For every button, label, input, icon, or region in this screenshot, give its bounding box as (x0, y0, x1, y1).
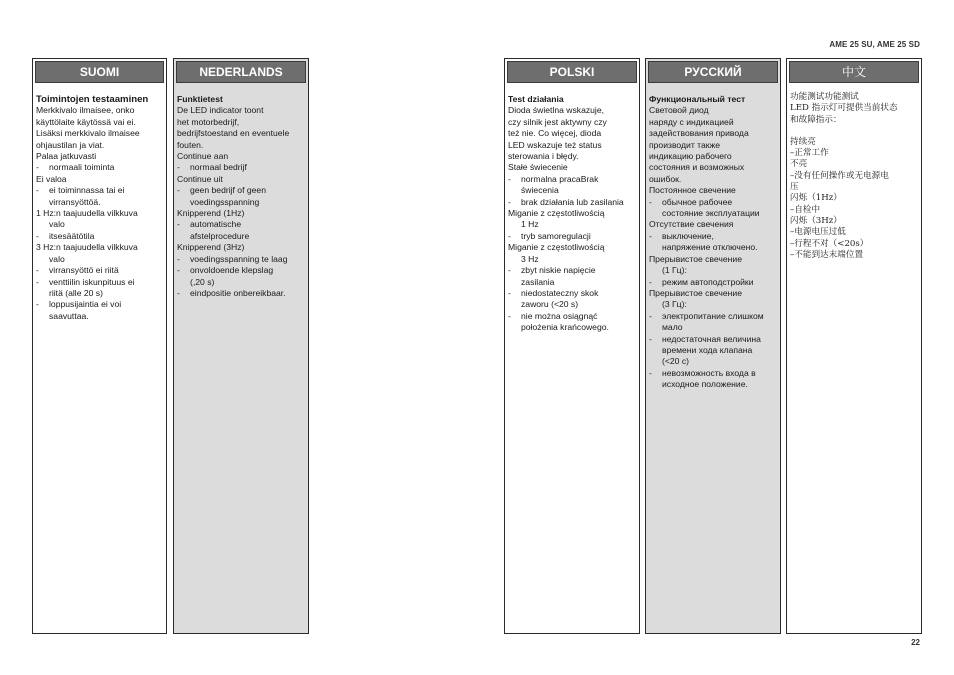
list-item: - loppusijaintia ei voi (36, 299, 122, 310)
text-line: valo (49, 253, 65, 264)
list-item-cont: zasilania (521, 276, 555, 287)
text-line: 压 (790, 182, 799, 193)
tab-russian: РУССКИЙ (648, 61, 778, 83)
page-number: 22 (911, 638, 920, 647)
text-line: 持续亮 (790, 136, 816, 147)
text-line: LED 指示灯可提供当前状态 (790, 103, 898, 114)
list-item: - brak działania lub zasilania (508, 196, 624, 207)
tab-nederlands: NEDERLANDS (176, 61, 306, 83)
text-line: sterowania i błędy. (508, 151, 579, 162)
text-line: LED wskazuje też status (508, 139, 602, 150)
list-item: - обычное рабочее (649, 196, 733, 207)
tab-polski: POLSKI (507, 61, 637, 83)
text-line: индикацию рабочего (649, 151, 732, 162)
text-line: состояния и возможных (649, 162, 745, 173)
list-item-cont: położenia krańcowego. (521, 322, 609, 333)
text-line: 1 Hz (521, 219, 539, 230)
text-line: 闪烁（1Hz） (790, 193, 842, 204)
text-line: 不亮 (790, 159, 808, 170)
column-polski (504, 58, 640, 634)
column-russian-body (646, 83, 780, 391)
text-line: Continue uit (177, 173, 223, 184)
text-line: Miganie z częstotliwością (508, 208, 605, 219)
text-line: bedrijfstoestand en eventuele (177, 128, 290, 139)
text-line: Lisäksi merkkivalo ilmaisee (36, 128, 140, 139)
list-item: - voedingsspanning te laag (177, 253, 288, 264)
text-line: производит также (649, 139, 721, 150)
text-line: Отсутствие свечения (649, 219, 734, 230)
text-line: käyttölaite käytössä vai ei. (36, 116, 136, 127)
list-item: - geen bedrijf of geen (177, 185, 266, 196)
list-item: - выключение, (649, 230, 714, 241)
list-item: - normalna pracaBrak (508, 173, 599, 184)
list-item: - zbyt niskie napięcie (508, 265, 596, 276)
column-nederlands (173, 58, 309, 634)
text-line: 闪烁（3Hz） (790, 215, 842, 226)
tab-chinese: 中文 (789, 61, 919, 83)
list-item-cont: świecenia (521, 185, 559, 196)
text-line: De LED indicator toont (177, 105, 264, 116)
text-line: też nie. Co więcej, dioda (508, 128, 602, 139)
column-polski-body (505, 83, 639, 334)
list-item: - automatische (177, 219, 242, 230)
text-line: –行程不对（<20s） (790, 238, 869, 249)
column-chinese (786, 58, 922, 634)
list-item-cont: времени хода клапана (662, 344, 753, 355)
column-suomi-body (33, 83, 166, 322)
text-line: Световой диод (649, 105, 709, 116)
tab-suomi: SUOMI (35, 61, 164, 83)
text-line: –正常工作 (790, 148, 829, 159)
text-line: Постоянное свечение (649, 185, 736, 196)
text-line: (3 Гц): (662, 299, 687, 310)
column-nederlands-body (174, 83, 308, 299)
text-line: 和故障指示： (790, 114, 842, 125)
text-line: het motorbedrijf, (177, 116, 240, 127)
list-item: - nie można osiągnąć (508, 310, 598, 321)
list-item-cont: напряжение отключено. (662, 242, 758, 253)
text-line: –自检中 (790, 204, 821, 215)
list-item: - niedostateczny skok (508, 287, 599, 298)
list-item: - ei toiminnassa tai ei (36, 185, 125, 196)
text-line: Прерывистое свечение (649, 287, 742, 298)
text-line: –电源电压过低 (790, 227, 846, 238)
section-title: Функциональный тест (649, 94, 746, 104)
list-item: - normaal bedrijf (177, 162, 247, 173)
text-line: –不能到达末端位置 (790, 249, 864, 260)
text-line: 3 Hz:n taajuudella vilkkuva (36, 242, 138, 253)
text-line: 3 Hz (521, 253, 539, 264)
column-suomi (32, 58, 167, 634)
text-line: задействования привода (649, 128, 749, 139)
column-russian (645, 58, 781, 634)
list-item: - недостаточная величина (649, 333, 761, 344)
text-line: 1 Hz:n taajuudella vilkkuva (36, 208, 138, 219)
text-line: valo (49, 219, 65, 230)
text-line: Knipperend (3Hz) (177, 242, 245, 253)
text-line: (1 Гц): (662, 265, 687, 276)
text-line: Merkkivalo ilmaisee, onko (36, 105, 135, 116)
section-title: Test działania (508, 94, 564, 104)
text-line: Continue aan (177, 151, 229, 162)
list-item-cont: riitä (alle 20 s) (49, 287, 103, 298)
list-item: - невозможность входа в (649, 367, 756, 378)
list-item: - itsesäätötila (36, 230, 95, 241)
text-line: ошибок. (649, 173, 682, 184)
text-line: Knipperend (1Hz) (177, 208, 245, 219)
list-item-cont: afstelprocedure (190, 230, 250, 241)
text-line: –没有任何操作或无电源电 (790, 170, 889, 181)
list-item-cont: состояние эксплуатации (662, 208, 760, 219)
text-line: 功能测试功能测试 (790, 92, 859, 102)
text-line: Miganie z częstotliwością (508, 242, 605, 253)
list-item: - электропитание слишком (649, 310, 764, 321)
section-title: Toimintojen testaaminen (36, 94, 149, 105)
list-item: - virransyöttö ei riitä (36, 265, 119, 276)
list-item-cont: (<20 с) (662, 356, 689, 367)
text-line: czy silnik jest aktywny czy (508, 116, 607, 127)
list-item-cont: zaworu (<20 s) (521, 299, 579, 310)
spacer (790, 126, 919, 137)
list-item: - onvoldoende klepslag (177, 265, 274, 276)
section-title: Funktietest (177, 94, 223, 104)
text-line: Palaa jatkuvasti (36, 151, 97, 162)
text-line: Прерывистое свечение (649, 253, 742, 264)
text-line: ohjaustilan ja viat. (36, 139, 105, 150)
text-line: Stałe świecenie (508, 162, 568, 173)
list-item: - eindpositie onbereikbaar. (177, 287, 286, 298)
text-line: Dioda świetlna wskazuje, (508, 105, 605, 116)
text-line: fouten. (177, 139, 204, 150)
list-item: - normaali toiminta (36, 162, 115, 173)
list-item: - tryb samoregulacji (508, 230, 591, 241)
list-item-cont: (,20 s) (190, 276, 215, 287)
list-item-cont: saavuttaa. (49, 310, 89, 321)
list-item: - venttiilin iskunpituus ei (36, 276, 135, 287)
list-item: - режим автоподстройки (649, 276, 754, 287)
list-item-cont: мало (662, 322, 683, 333)
column-chinese-body (787, 83, 921, 261)
text-line: наряду с индикацией (649, 116, 734, 127)
text-line: Ei valoa (36, 173, 67, 184)
list-item-cont: исходное положение. (662, 379, 748, 390)
document-header: AME 25 SU, AME 25 SD (829, 40, 920, 49)
list-item-cont: voedingsspanning (190, 196, 260, 207)
list-item-cont: virransyöttöä. (49, 196, 101, 207)
